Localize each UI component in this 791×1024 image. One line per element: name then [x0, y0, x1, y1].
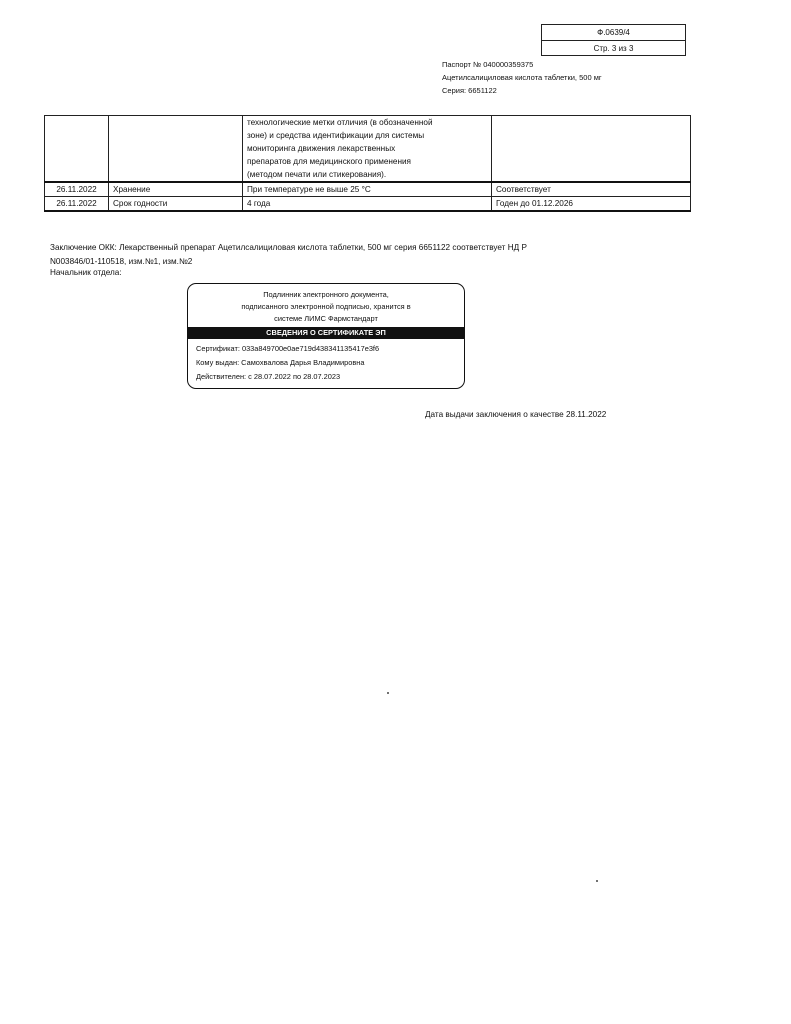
electronic-signature-stamp: [187, 283, 465, 389]
stamp-note: [188, 284, 464, 325]
stamp-note-line: системе ЛИМС Фармстандарт: [274, 314, 378, 323]
table-row: [45, 116, 691, 183]
table-cell-requirement: [243, 116, 492, 183]
conclusion-line: Заключение ОКК: Лекарственный препарат Ацетилсалициловая кислота таблетки, 500 мг серия 6651122 соответствует НД Р: [50, 243, 527, 252]
product-name: Ацетилсалициловая кислота таблетки, 500 мг: [442, 73, 602, 82]
scan-speck: [596, 880, 598, 882]
stamp-note-line: подписанного электронной подписью, хранится в: [241, 302, 411, 311]
row-requirement: 4 года: [243, 197, 492, 212]
page-number: Стр. 3 из 3: [593, 44, 634, 53]
continuation-line: зоне) и средства идентификации для системы: [247, 131, 425, 140]
row-date: 26.11.2022: [45, 182, 109, 197]
series-number: Серия: 6651122: [442, 86, 497, 95]
form-code-box: [541, 24, 686, 56]
table-cell-date: [45, 116, 109, 183]
row-result: Соответствует: [492, 182, 691, 197]
stamp-note-line: Подлинник электронного документа,: [263, 290, 389, 299]
test-results-table: [44, 115, 691, 212]
issue-date: Дата выдачи заключения о качестве 28.11.2022: [425, 410, 607, 419]
row-test: Хранение: [109, 182, 243, 197]
qc-conclusion: [50, 241, 590, 269]
row-requirement: При температуре не выше 25 °С: [243, 182, 492, 197]
row-result: Годен до 01.12.2026: [492, 197, 691, 212]
row-date: 26.11.2022: [45, 197, 109, 212]
continuation-line: технологические метки отличия (в обозначенной: [247, 118, 433, 127]
passport-number: Паспорт № 040000359375: [442, 60, 534, 69]
table-row: [45, 197, 691, 212]
certificate-validity: Действителен: с 28.07.2022 по 28.07.2023: [196, 372, 341, 381]
table-cell-test: [109, 116, 243, 183]
certificate-number: Сертификат: 033a849700e0ae719d438341135417e3f6: [196, 344, 380, 353]
certificate-banner: СВЕДЕНИЯ О СЕРТИФИКАТЕ ЭП: [188, 327, 464, 339]
continuation-line: препаратов для медицинского применения: [247, 157, 411, 166]
continuation-line: мониторинга движения лекарственных: [247, 144, 396, 153]
table-cell-result: [492, 116, 691, 183]
form-code: Ф.0639/4: [542, 25, 685, 41]
conclusion-line: N003846/01-110518, изм.№1, изм.№2: [50, 257, 193, 266]
scan-speck: [387, 692, 389, 694]
certificate-owner: Кому выдан: Самохвалова Дарья Владимировна: [196, 358, 365, 367]
department-head-label: Начальник отдела:: [50, 268, 122, 277]
table-row: [45, 182, 691, 197]
continuation-line: (методом печати или стикерования).: [247, 170, 387, 179]
row-test: Срок годности: [109, 197, 243, 212]
